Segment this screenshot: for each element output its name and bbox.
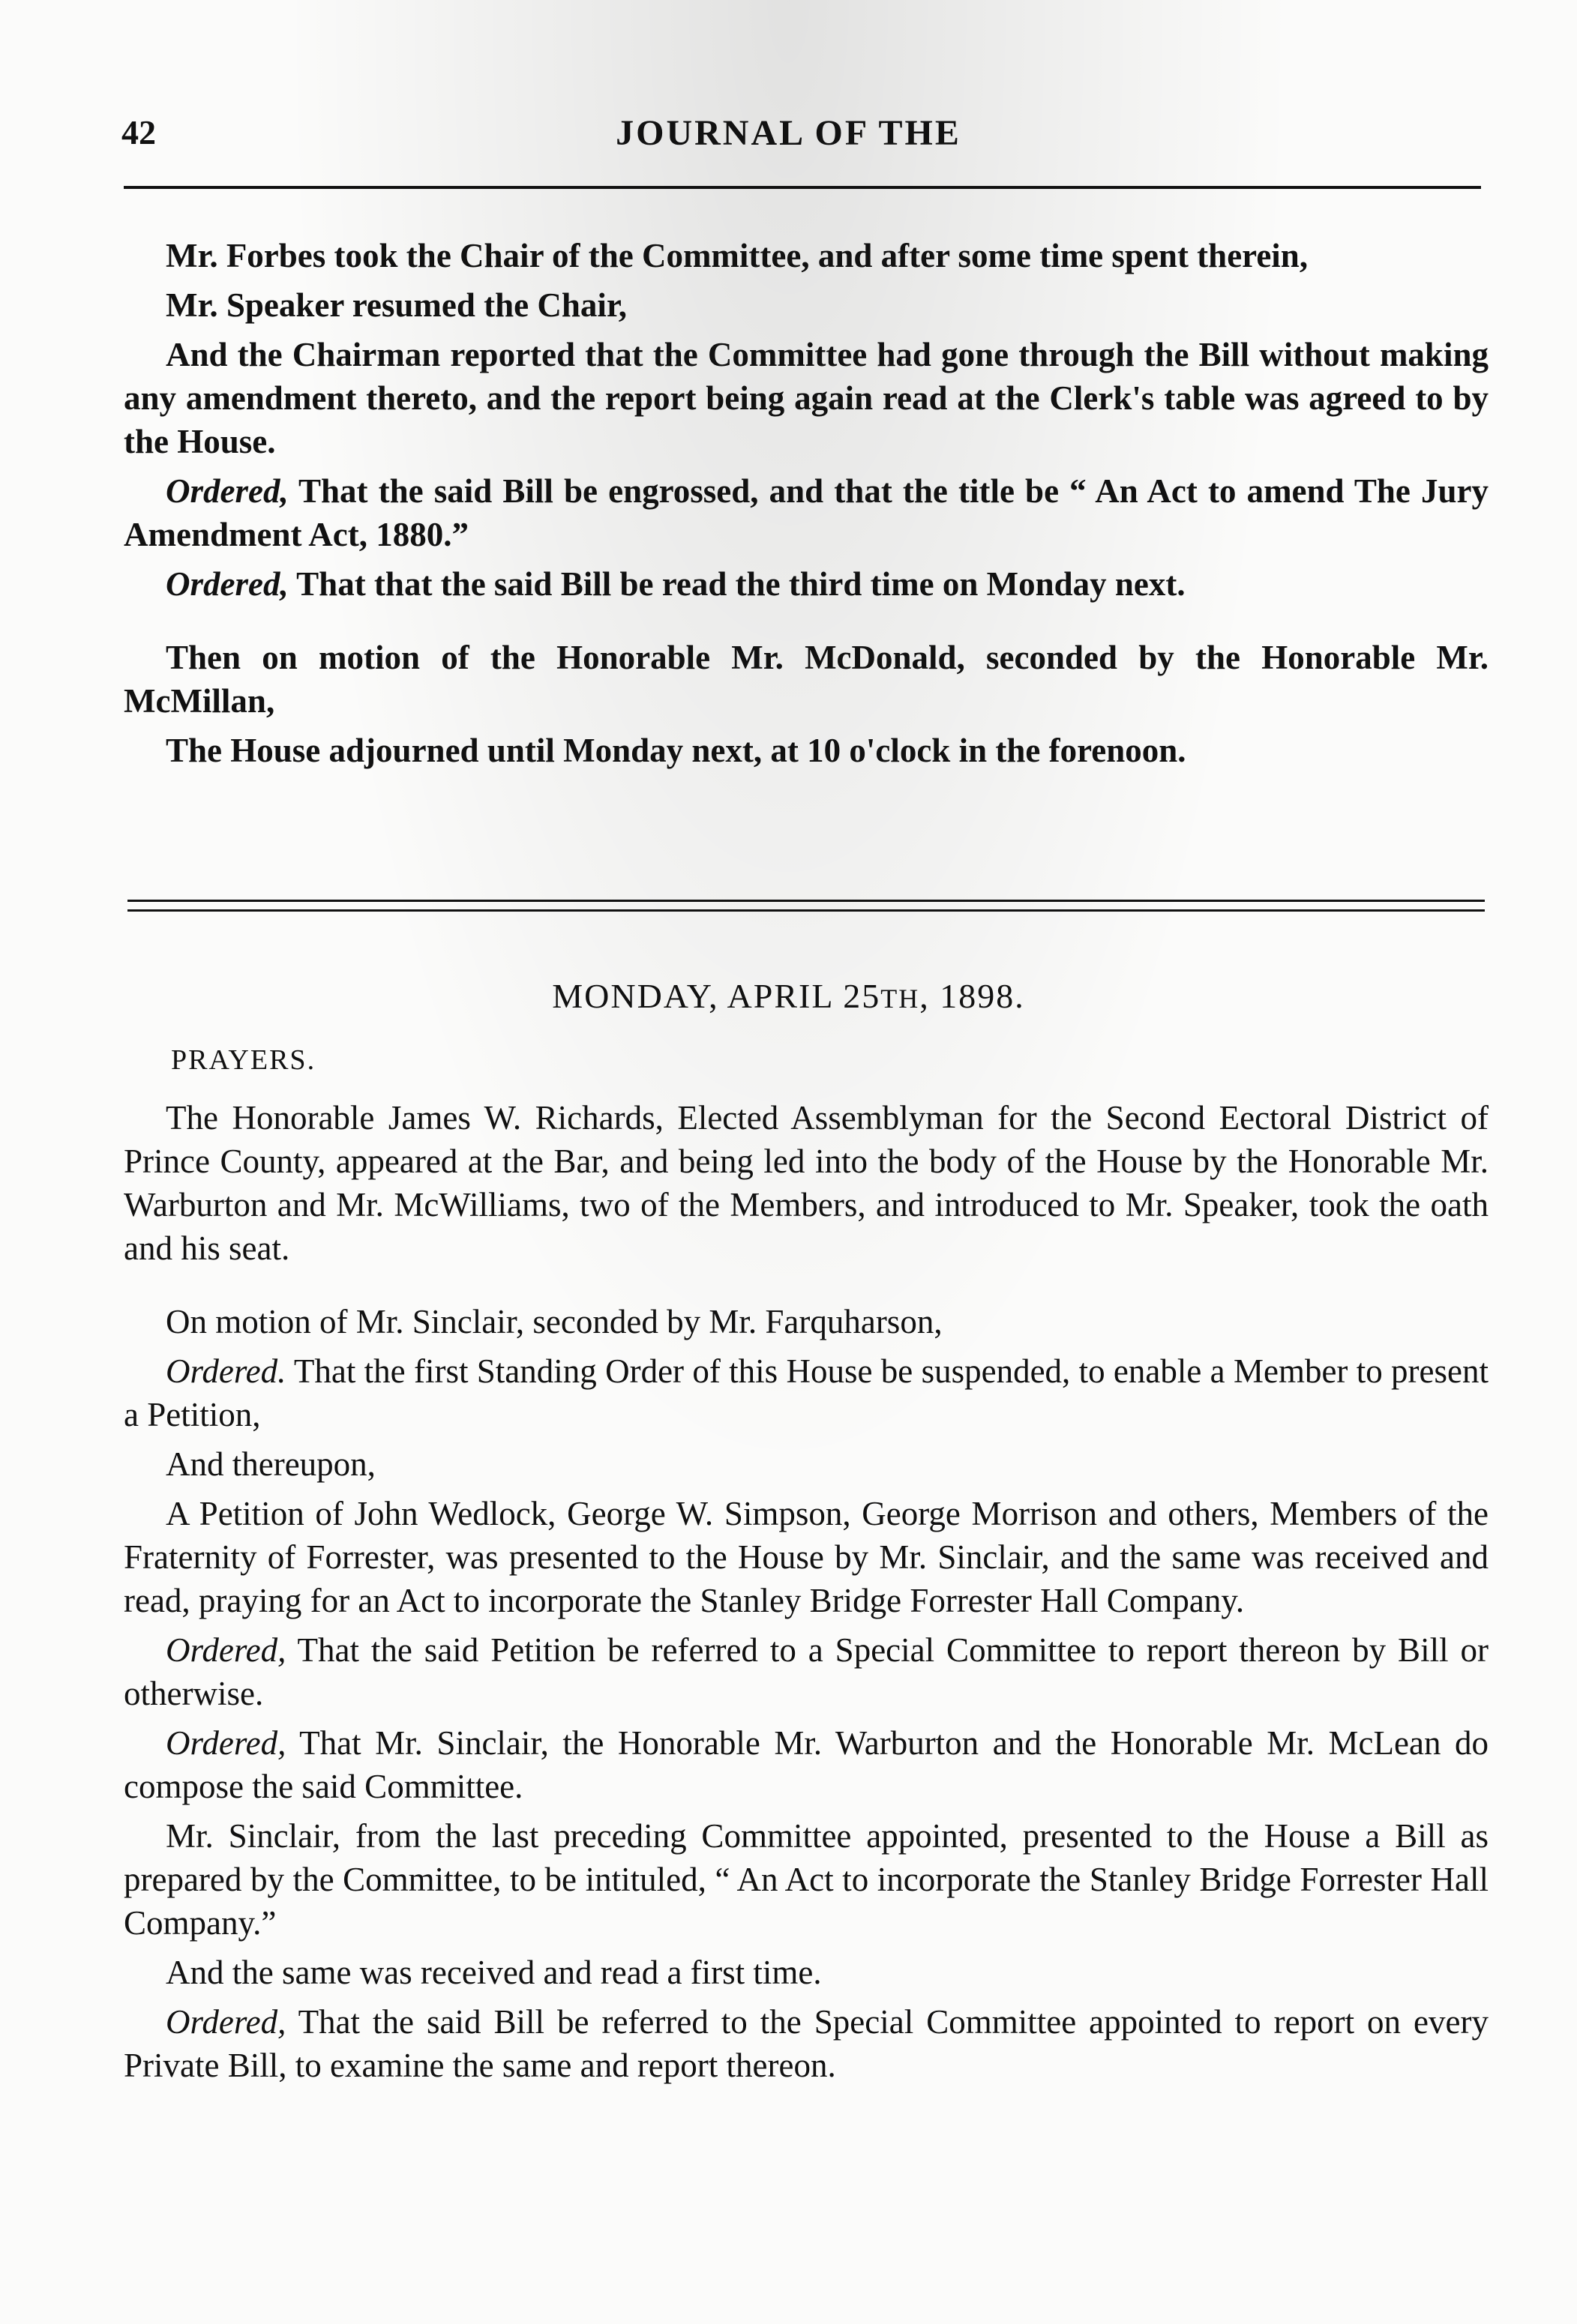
- ordered-label: Ordered.: [166, 1352, 286, 1390]
- paragraph-ordered-committee: [124, 1721, 1489, 1808]
- section-divider: [127, 900, 1485, 912]
- paragraph-ordered-third-reading: [124, 562, 1489, 606]
- paragraph-thereupon: And thereupon,: [166, 1445, 376, 1483]
- header-rule: [124, 186, 1481, 189]
- sitting-date-heading: [0, 976, 1577, 1016]
- paragraph-ordered-engrossed: [124, 469, 1489, 556]
- paragraph-house-adjourned: The House adjourned until Monday next, at 10 o'clock in the forenoon.: [166, 732, 1186, 769]
- paragraph-ordered-suspend: [124, 1349, 1489, 1436]
- top-proceedings: [124, 234, 1489, 778]
- paragraph-ordered-private-bill: [124, 2000, 1489, 2087]
- paragraph-motion-adjourn: Then on motion of the Honorable Mr. McDonald, seconded by the Honorable Mr. McMillan,: [124, 639, 1489, 720]
- date-main: MONDAY, APRIL 25: [552, 977, 881, 1015]
- sitting-proceedings: [124, 1096, 1489, 2093]
- paragraph-speaker-resumed: Mr. Speaker resumed the Chair,: [166, 286, 628, 324]
- ordered-label: Ordered,: [166, 1631, 286, 1669]
- ordered-text: That Mr. Sinclair, the Honorable Mr. Warburton and the Honorable Mr. McLean do compose the said Committee.: [124, 1724, 1489, 1805]
- prayers-heading: PRAYERS.: [171, 1044, 316, 1076]
- page-number: 42: [121, 113, 156, 151]
- ordered-text: That that the said Bill be read the third time on Monday next.: [288, 565, 1186, 603]
- paragraph-chairman-report: And the Chairman reported that the Committee had gone through the Bill without making any amendment thereto, and the report being again read at the Clerk's table was agreed to by the House.: [124, 336, 1489, 460]
- ordered-label: Ordered,: [166, 2003, 286, 2041]
- paragraph-committee-chair: Mr. Forbes took the Chair of the Committee, and after some time spent therein,: [166, 237, 1309, 274]
- paragraph-motion-sinclair: On motion of Mr. Sinclair, seconded by Mr. Farquharson,: [166, 1303, 943, 1340]
- ordered-text: That the said Petition be referred to a Special Committee to report thereon by Bill or otherwise.: [124, 1631, 1489, 1712]
- paragraph-first-reading: And the same was received and read a first time.: [166, 1954, 822, 1991]
- paragraph-petition: A Petition of John Wedlock, George W. Simpson, George Morrison and others, Members of the Fraternity of Forrester, was presented to the House by Mr. Sinclair, and the same was received and read, praying for an Act to incorporate the Stanley Bridge Forrester Hall Company.: [124, 1495, 1489, 1619]
- ordered-label: Ordered,: [166, 1724, 286, 1762]
- ordered-label: Ordered,: [166, 565, 289, 603]
- paragraph-new-member: The Honorable James W. Richards, Elected Assemblyman for the Second Eectoral District of Prince County, appeared at the Bar, and being led into the body of the House by the Honorable Mr. Warburton and Mr. McWilliams, two of the Members, and introduced to Mr. Speaker, took the oath and his seat.: [124, 1099, 1489, 1267]
- paragraph-ordered-referred: [124, 1628, 1489, 1715]
- date-suffix: TH: [880, 984, 920, 1014]
- ordered-text: That the first Standing Order of this House be suspended, to enable a Member to present a Petition,: [124, 1352, 1489, 1433]
- date-year: , 1898.: [919, 977, 1025, 1015]
- paragraph-bill-presented: Mr. Sinclair, from the last preceding Committee appointed, presented to the House a Bill as prepared by the Committee, to be intituled, “ An Act to incorporate the Stanley Bridge Forrester Hall Company.”: [124, 1817, 1489, 1942]
- running-title: JOURNAL OF THE: [616, 113, 961, 153]
- ordered-label: Ordered,: [166, 472, 289, 510]
- ordered-text: That the said Bill be engrossed, and that the title be “ An Act to amend The Jury Amendment Act, 1880.”: [124, 472, 1489, 553]
- ordered-text: That the said Bill be referred to the Special Committee appointed to report on every Private Bill, to examine the same and report thereon.: [124, 2003, 1489, 2084]
